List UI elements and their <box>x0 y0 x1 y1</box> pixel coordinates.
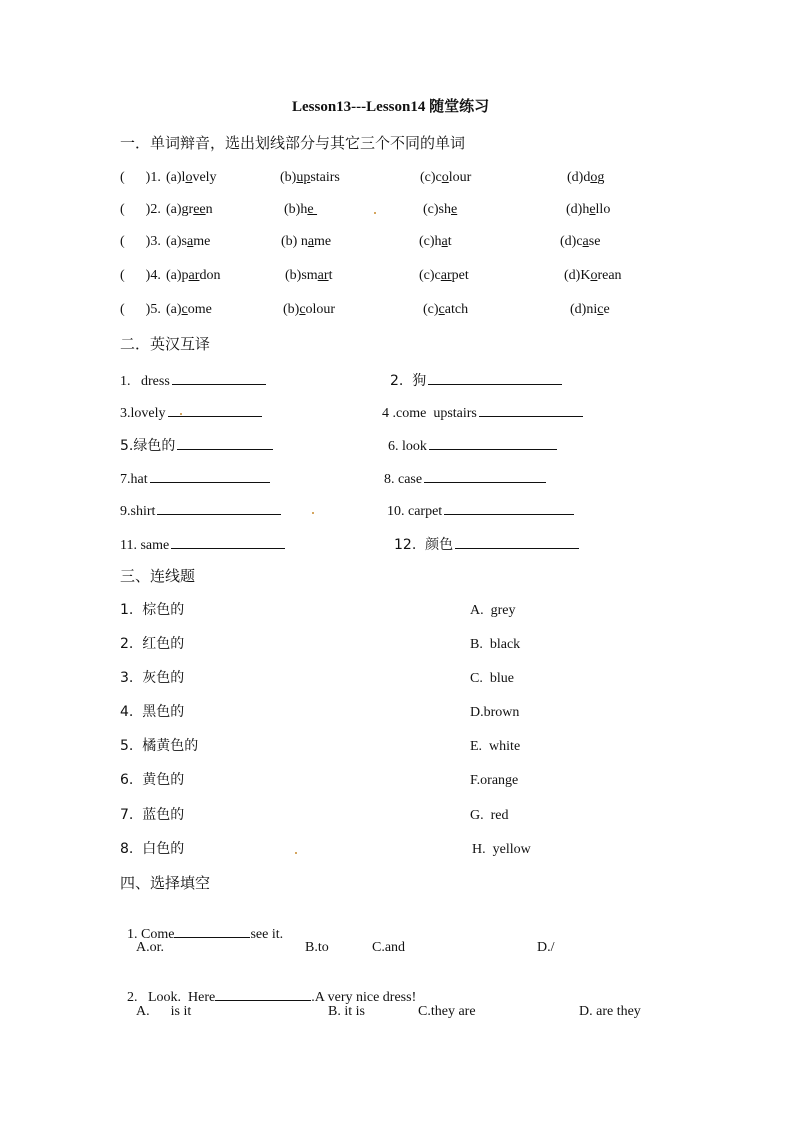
answer-blank[interactable] <box>428 372 562 385</box>
underlined-part: o <box>441 170 449 185</box>
matching-right-item[interactable]: D.brown <box>470 705 520 720</box>
word-option <box>283 302 335 318</box>
translation-item <box>384 470 546 488</box>
question-number: ( )2. <box>120 202 161 217</box>
answer-blank[interactable] <box>172 372 266 385</box>
underlined-part: c <box>299 302 306 317</box>
word-prefix: (b) <box>280 170 297 185</box>
word-option <box>166 202 213 218</box>
word-suffix: t <box>328 268 333 283</box>
answer-blank[interactable] <box>174 925 250 938</box>
underlined-part: e <box>451 202 458 217</box>
word-option <box>567 170 604 186</box>
underlined-part: ar <box>317 268 329 283</box>
word-option <box>281 234 331 250</box>
question-1 <box>120 909 283 943</box>
word-prefix: (c)h <box>419 234 442 249</box>
answer-blank[interactable] <box>444 502 574 515</box>
underlined-part: c <box>438 302 445 317</box>
word-prefix: (a)s <box>166 234 187 249</box>
word-prefix: (a)p <box>166 268 189 283</box>
underlined-part: e <box>589 202 596 217</box>
translation-prompt: 12. 颜色 <box>394 537 454 553</box>
matching-left-item[interactable]: 4. 黑色的 <box>120 704 185 720</box>
decor-dot <box>295 852 297 854</box>
question-number: ( )4. <box>120 268 161 283</box>
word-suffix: olour <box>305 302 336 317</box>
matching-left-item[interactable]: 5. 橘黄色的 <box>120 738 199 754</box>
underlined-part: ee <box>193 202 206 217</box>
word-option <box>570 302 610 318</box>
underlined-part: c <box>181 302 188 317</box>
word-suffix: g <box>597 170 605 185</box>
word-prefix: (a)gr <box>166 202 194 217</box>
translation-item <box>387 502 574 520</box>
word-prefix: (d)h <box>566 202 590 217</box>
translation-item <box>120 437 273 455</box>
answer-blank[interactable] <box>455 536 579 549</box>
question-2-stem: 2. Look. H <box>127 990 199 1005</box>
translation-prompt: 9.shirt <box>120 504 156 519</box>
underlined-part: a <box>582 234 589 249</box>
word-option <box>420 170 471 186</box>
matching-left-item[interactable]: 3. 灰色的 <box>120 670 185 686</box>
underlined-part: o <box>185 170 193 185</box>
word-prefix: (c)sh <box>423 202 451 217</box>
question-number: ( )3. <box>120 234 161 249</box>
question-2-option-a: A. is it <box>136 1004 192 1019</box>
question-2-option-b: B. it is <box>328 1004 365 1019</box>
matching-right-item[interactable]: C. blue <box>470 671 514 686</box>
translation-item <box>390 372 562 390</box>
question-1-stem: 1. Come <box>127 927 175 942</box>
word-option <box>166 234 210 250</box>
matching-right-item[interactable]: A. grey <box>470 603 516 618</box>
translation-item <box>120 536 285 554</box>
word-option <box>564 268 622 284</box>
question-1-option-c: C.and <box>372 940 406 955</box>
underlined-part: e <box>307 202 318 217</box>
word-suffix: t <box>447 234 452 249</box>
word-suffix: don <box>199 268 221 283</box>
answer-blank[interactable] <box>150 470 270 483</box>
word-prefix: (b)h <box>284 202 308 217</box>
decor-dot <box>312 512 314 514</box>
word-suffix: rean <box>597 268 622 283</box>
section2-heading: 二．英汉互译 <box>120 335 211 353</box>
matching-left-item[interactable]: 8. 白色的 <box>120 841 185 857</box>
word-option <box>166 268 220 284</box>
matching-right-item[interactable]: H. yellow <box>472 842 531 857</box>
translation-prompt: 8. case <box>384 472 423 487</box>
word-suffix: n <box>205 202 213 217</box>
word-suffix: pet <box>451 268 469 283</box>
question-2-stem-mid: ere <box>198 990 216 1005</box>
word-prefix: (d)ni <box>570 302 598 317</box>
word-prefix: (c)c <box>420 170 442 185</box>
word-prefix: (a) <box>166 302 182 317</box>
underlined-part: up <box>296 170 311 185</box>
word-suffix: stairs <box>310 170 340 185</box>
word-option <box>166 170 217 186</box>
word-option <box>419 268 469 284</box>
word-prefix: (c) <box>423 302 439 317</box>
translation-prompt: 2. 狗 <box>390 373 427 389</box>
question-2-tail: .A very nic <box>311 990 374 1005</box>
underlined-part: o <box>590 170 598 185</box>
word-option <box>560 234 600 250</box>
answer-blank[interactable] <box>215 988 311 1001</box>
word-suffix: e <box>603 302 610 317</box>
question-2-option-c: C.they are <box>418 1004 476 1019</box>
answer-blank[interactable] <box>479 404 583 417</box>
word-option <box>285 268 332 284</box>
matching-left-item[interactable]: 6. 黄色的 <box>120 772 185 788</box>
translation-prompt: 10. carpet <box>387 504 443 519</box>
word-suffix: atch <box>444 302 469 317</box>
translation-prompt: 5.绿色的 <box>120 438 176 454</box>
translation-prompt: 11. same <box>120 538 170 553</box>
translation-item <box>394 536 579 554</box>
translation-item <box>382 404 583 422</box>
word-suffix: ome <box>187 302 212 317</box>
question-2-tail-end: e dress! <box>373 990 417 1005</box>
translation-prompt: 4 .come upstairs <box>382 406 477 421</box>
answer-blank[interactable] <box>171 536 285 549</box>
section4-heading: 四、选择填空 <box>120 874 211 892</box>
section3-heading: 三、连线题 <box>120 567 196 585</box>
underlined-part: a <box>441 234 448 249</box>
matching-right-item[interactable]: G. red <box>470 808 509 823</box>
question-2 <box>120 972 416 1006</box>
section1-heading: 一．单词辩音，选出划线部分与其它三个不同的单词 <box>120 134 466 152</box>
answer-blank[interactable] <box>177 437 273 450</box>
question-1-option-a: A.or. <box>136 940 164 955</box>
translation-prompt: 1. dress <box>120 374 170 389</box>
answer-blank[interactable] <box>424 470 546 483</box>
word-prefix: (d)d <box>567 170 591 185</box>
matching-left-item[interactable]: 1. 棕色的 <box>120 602 185 618</box>
question-number: ( )1. <box>120 170 161 185</box>
word-option <box>419 234 452 250</box>
underlined-part: a <box>187 234 194 249</box>
underlined-part: a <box>307 234 315 249</box>
underlined-part: ar <box>440 268 452 283</box>
word-option <box>166 302 212 318</box>
answer-blank[interactable] <box>157 502 281 515</box>
word-prefix: (b) <box>283 302 300 317</box>
word-prefix: (c)c <box>419 268 441 283</box>
word-option <box>423 302 468 318</box>
translation-prompt: 3.lovely <box>120 406 166 421</box>
underlined-part: c <box>597 302 604 317</box>
decor-dot <box>180 413 182 415</box>
translation-prompt: 7.hat <box>120 472 148 487</box>
answer-blank[interactable] <box>168 404 262 417</box>
matching-right-item[interactable]: E. white <box>470 739 521 754</box>
matching-left-item[interactable]: 7. 蓝色的 <box>120 807 185 823</box>
translation-item <box>120 502 281 520</box>
translation-prompt: 6. look <box>388 439 427 454</box>
word-prefix: (b) n <box>281 234 308 249</box>
word-prefix: (d)K <box>564 268 591 283</box>
underlined-part: o <box>590 268 598 283</box>
translation-item <box>388 437 557 455</box>
word-suffix: llo <box>595 202 611 217</box>
matching-right-item[interactable]: B. black <box>470 637 521 652</box>
word-option <box>280 170 340 186</box>
answer-blank[interactable] <box>429 437 557 450</box>
question-1-tail: see it. <box>250 927 284 942</box>
word-suffix: me <box>314 234 332 249</box>
decor-dot <box>374 212 376 214</box>
word-suffix: vely <box>192 170 217 185</box>
word-suffix: me <box>193 234 211 249</box>
underlined-part: ar <box>188 268 200 283</box>
translation-item <box>120 470 270 488</box>
word-prefix: (a)l <box>166 170 186 185</box>
word-option <box>423 202 457 218</box>
matching-right-item[interactable]: F.orange <box>470 773 519 788</box>
question-number: ( )5. <box>120 302 161 317</box>
word-prefix: (d)c <box>560 234 583 249</box>
word-prefix: (b)sm <box>285 268 318 283</box>
question-2-option-d: D. are they <box>579 1004 641 1019</box>
question-1-option-d: D./ <box>537 940 555 955</box>
word-option <box>284 202 317 218</box>
word-suffix: se <box>588 234 601 249</box>
matching-left-item[interactable]: 2. 红色的 <box>120 636 185 652</box>
translation-item <box>120 372 266 390</box>
word-suffix: lour <box>448 170 472 185</box>
translation-item <box>120 404 262 422</box>
page-title: Lesson13---Lesson14 随堂练习 <box>292 99 490 115</box>
question-1-option-b: B.to <box>305 940 329 955</box>
word-option <box>566 202 610 218</box>
